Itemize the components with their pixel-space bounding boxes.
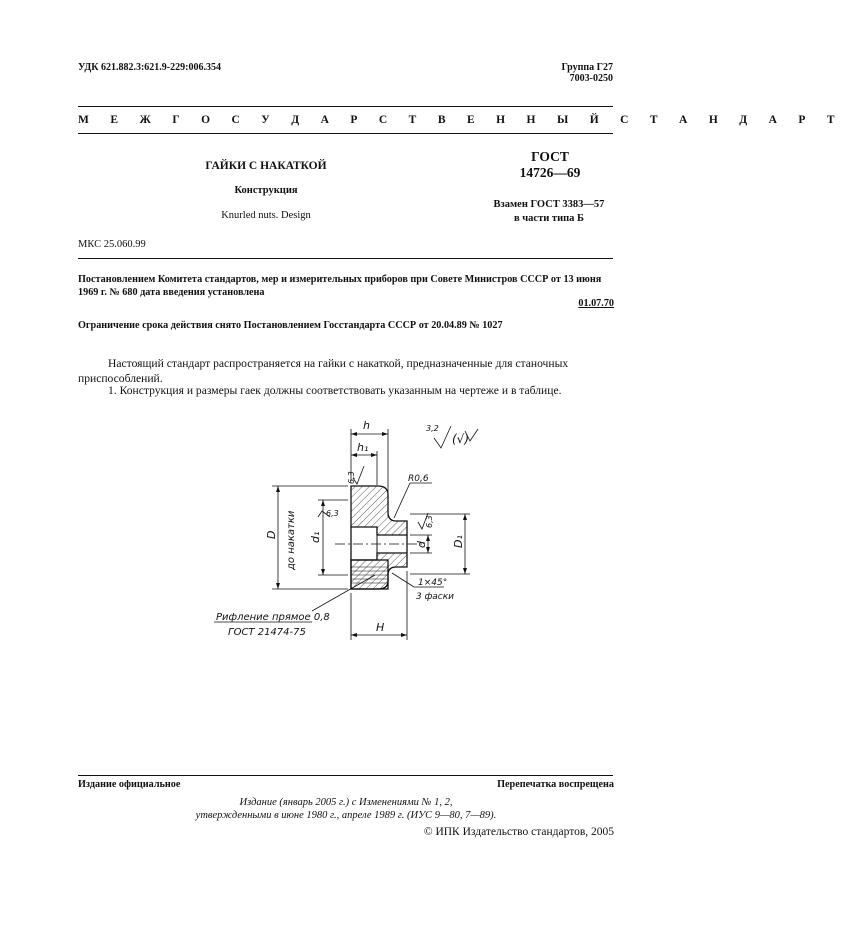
chamfer-label: 1×45° xyxy=(418,578,448,588)
nut-drawing xyxy=(200,415,490,655)
mks-code: МКС 25.060.99 xyxy=(78,239,146,250)
interstate-standard-heading: М Е Ж Г О С У Д А Р С Т В Е Н Н Ы Й С Т А Н Д А Р Т xyxy=(78,114,844,126)
dim-D-note: до накатки xyxy=(286,510,297,570)
radius-label: R0,6 xyxy=(408,474,429,484)
introduction-date: 01.07.70 xyxy=(578,298,614,309)
edition-info-line1: Издание (январь 2005 г.) с Изменениями № 1, 2, xyxy=(239,797,453,808)
dim-H: H xyxy=(376,621,385,634)
roughness-main: 3,2 xyxy=(426,424,439,433)
limitation-removed: Ограничение срока действия снято Постановлением Госстандарта СССР от 20.04.89 № 1027 xyxy=(78,320,503,331)
official-edition: Издание официальное xyxy=(78,779,181,790)
roughness-6-3-right: 6,3 xyxy=(425,515,434,528)
dim-d: d xyxy=(415,541,428,548)
dimension-lines xyxy=(214,426,478,640)
replaces-scope: в части типа Б xyxy=(513,213,585,224)
knurl-note: Рифление прямое 0,8 xyxy=(216,612,330,623)
decree-text: Постановлением Комитета стандартов, мер и измерительных приборов при Совете Министров СССР от 13 июня 1969 г. № 680 дата введения установлена xyxy=(78,274,602,298)
roughness-6-3-top: 6,3 xyxy=(347,471,356,484)
dim-d1: d₁ xyxy=(309,531,322,543)
dim-h1: h₁ xyxy=(357,441,369,454)
scope-paragraph: Настоящий стандарт распространяется на гайки с накаткой, предназначенные для станочных приспособлений. xyxy=(78,357,569,385)
copyright: © ИПК Издательство стандартов, 2005 xyxy=(423,826,614,838)
dim-D1: D₁ xyxy=(452,535,465,548)
chamfer-count: 3 фаски xyxy=(416,592,455,602)
design-paragraph: 1. Конструкция и размеры гаек должны соответствовать указанным на чертеже и в таблице. xyxy=(108,384,562,397)
gost-label: ГОСТ xyxy=(531,149,569,164)
knurl-gost: ГОСТ 21474-75 xyxy=(228,627,306,638)
mks-rule xyxy=(78,258,613,259)
replaces-standard: Взамен ГОСТ 3383—57 xyxy=(493,199,605,210)
roughness-6-3-left: 6,3 xyxy=(326,509,339,518)
footer-rule xyxy=(78,775,613,776)
standard-title: ГАЙКИ С НАКАТКОЙ xyxy=(205,160,327,172)
okp-code: 7003-0250 xyxy=(569,73,613,84)
arrowheads xyxy=(276,432,470,637)
roughness-rest: (√) xyxy=(452,432,470,446)
gost-number: 14726—69 xyxy=(519,165,581,180)
standard-title-en: Knurled nuts. Design xyxy=(221,210,311,221)
nut-section xyxy=(335,486,424,589)
dim-h: h xyxy=(363,419,370,432)
reprint-prohibited: Перепечатка воспрещена xyxy=(497,779,614,790)
dim-D: D xyxy=(265,530,278,539)
standard-subtitle: Конструкция xyxy=(234,185,298,196)
udk-code: УДК 621.882.3:621.9-229:006.354 xyxy=(78,62,221,73)
heading-rule xyxy=(78,133,613,134)
top-rule xyxy=(78,106,613,107)
edition-info-line2: утвержденными в июне 1980 г., апреле 1989 г. (ИУС 9—80, 7—89). xyxy=(195,810,497,821)
group-code: Группа Г27 xyxy=(561,62,613,73)
